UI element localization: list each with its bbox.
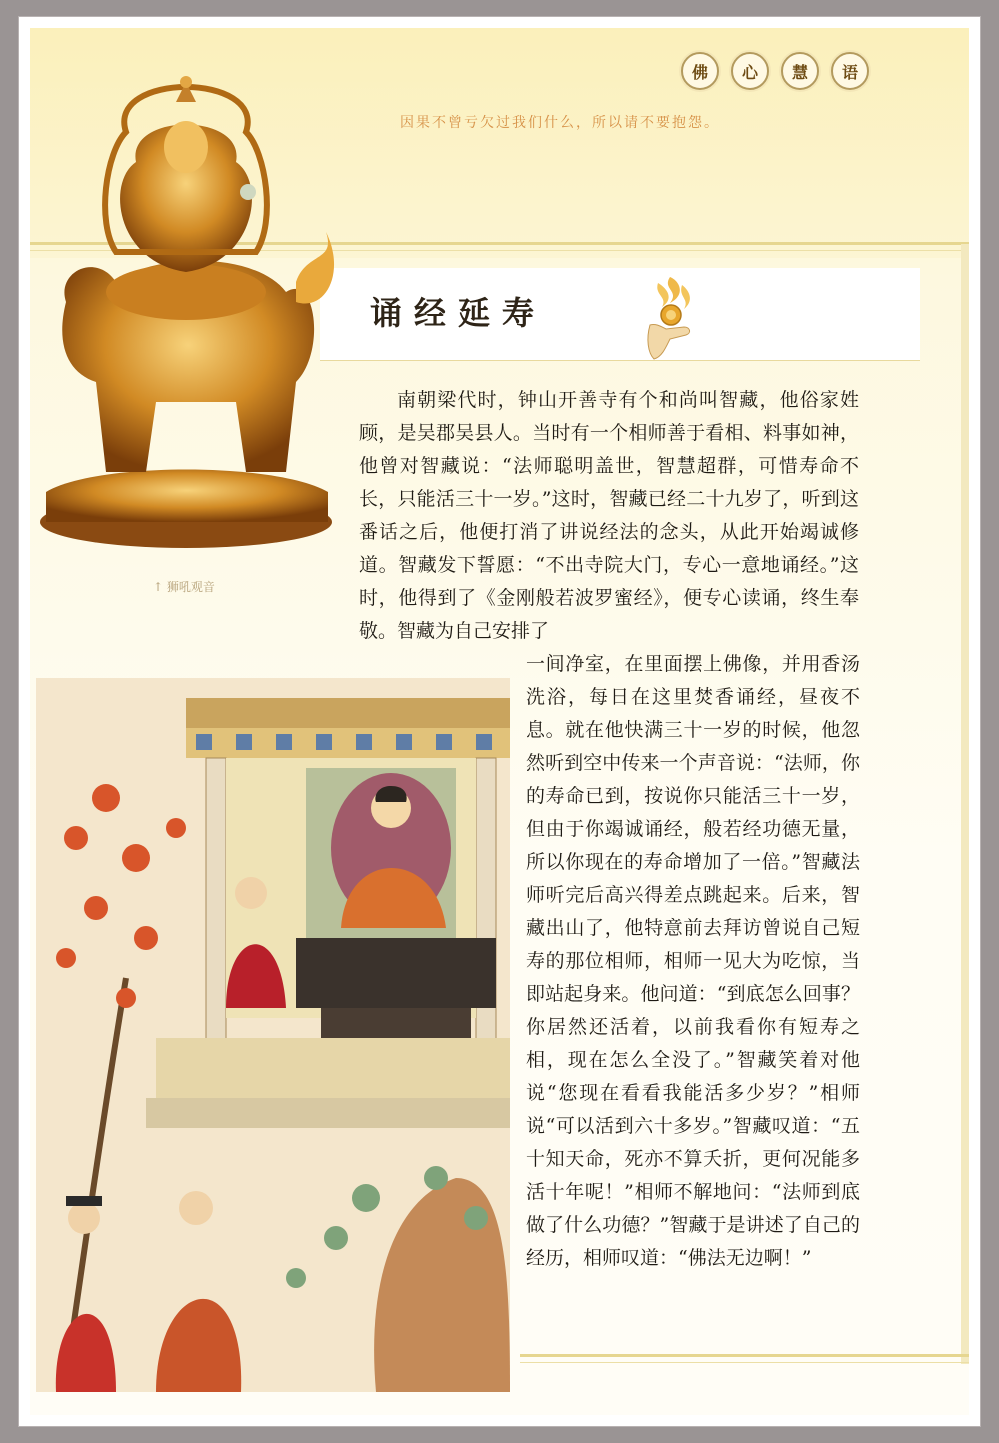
series-char: 语 — [831, 52, 869, 90]
lion-roar-avalokiteshvara-statue — [36, 52, 336, 552]
footer-divider — [520, 1354, 969, 1357]
page-motto: 因果不曾亏欠过我们什么，所以请不要抱怨。 — [400, 115, 720, 131]
series-char: 慧 — [781, 52, 819, 90]
statue-caption: ↑ 狮吼观音 — [153, 580, 215, 594]
series-title — [681, 52, 869, 90]
flaming-jewel-hand-icon — [640, 273, 700, 363]
right-border-band — [961, 244, 969, 1364]
footer-divider-thin — [520, 1362, 969, 1363]
series-char: 佛 — [681, 52, 719, 90]
article-paragraph-lower: 一间净室，在里面摆上佛像，并用香汤洗浴，每日在这里焚香诵经，昼夜不息。就在他快满三十一岁的时候，他忽然听到空中传来一个声音说：“法师，你的寿命已到，按说你只能活三十一岁，但由于你竭诚诵经，般若经功德无量，所以你现在的寿命增加了一倍。”智藏法师听完后高兴得差点跳起来。后来，智藏出山了，他特意前去拜访曾说自己短寿的那位相师，相师一见大为吃惊，当即站起身来。他问道：“到底怎么回事？你居然还活着，以前我看你有短寿之相，现在怎么全没了。”智藏笑着对他说“您现在看看我能活多少岁？”相师说“可以活到六十多岁。”智藏叹道：“五十知天命，死亦不算夭折，更何况能多活十年呢！”相师不解地问：“法师到底做了什么功德？”智藏于是讲述了自己的经历，相师叹道：“佛法无边啊！” — [526, 653, 860, 1269]
series-char: 心 — [731, 52, 769, 90]
book-page — [18, 16, 981, 1427]
page-content — [30, 28, 969, 1415]
temple-scene-painting — [36, 678, 510, 1392]
article-paragraph-upper: 南朝梁代时，钟山开善寺有个和尚叫智藏，他俗家姓顾，是吴郡吴县人。当时有一个相师善于看相、料事如神，他曾对智藏说：“法师聪明盖世，智慧超群，可惜寿命不长，只能活三十一岁。”这时，智藏已经二十九岁了，听到这番话之后，他便打消了讲说经法的念头，从此开始竭诚修道。智藏发下誓愿：“不出寺院大门，专心一意地诵经。”这时，他得到了《金刚般若波罗蜜经》，便专心读诵，终生奉敬。智藏为自己安排了 — [359, 389, 859, 642]
article-title: 诵经延寿 — [370, 294, 547, 332]
